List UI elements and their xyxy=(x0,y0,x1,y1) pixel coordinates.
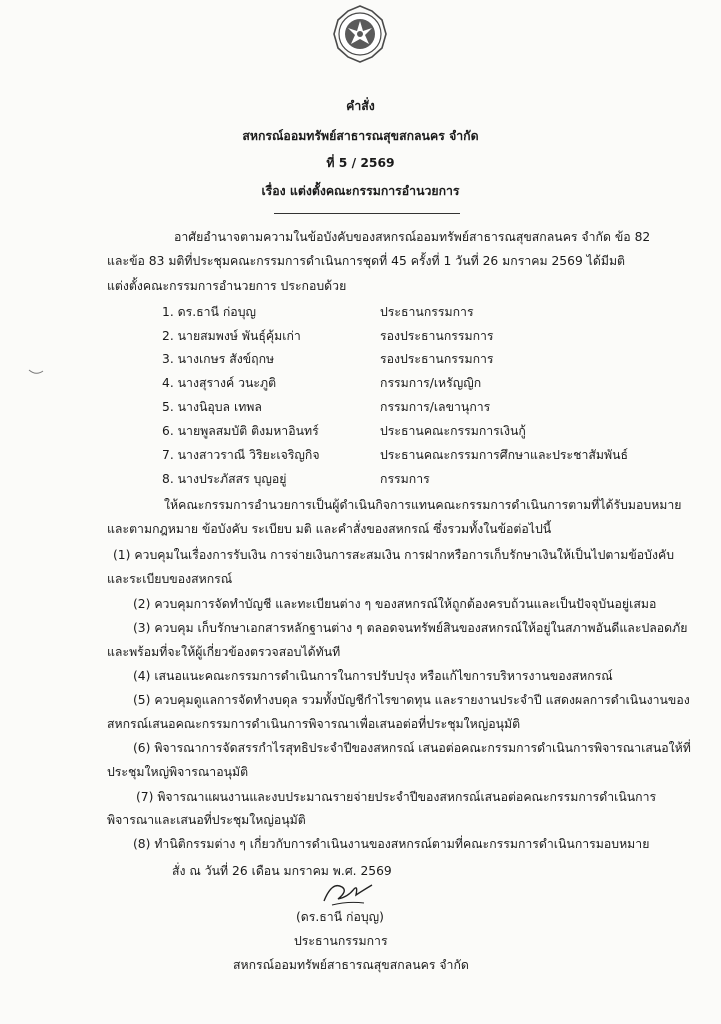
duty-line: พิจารณาและเสนอที่ประชุมใหญ่อนุมัติ xyxy=(107,813,306,827)
divider xyxy=(274,213,460,214)
signer-organization: สหกรณ์ออมทรัพย์สาธารณสุขสกลนคร จำกัด xyxy=(233,958,469,972)
signer-title: ประธานกรรมการ xyxy=(294,934,388,948)
duty-line: (4) เสนอแนะคณะกรรมการดำเนินการในการปรับปรุง หรือแก้ไขการบริหารงานของสหกรณ์ xyxy=(133,669,613,683)
duty-line: (5) ควบคุมดูแลการจัดทำงบดุล รวมทั้งบัญชีกำไรขาดทุน และรายงานประจำปี แสดงผลการดำเนินงานของ xyxy=(133,693,690,707)
cooperative-logo xyxy=(332,4,388,64)
duty-line: สหกรณ์เสนอคณะกรรมการดำเนินการพิจารณาเพื่อเสนอต่อที่ประชุมใหญ่อนุมัติ xyxy=(107,717,521,731)
intro-line-3: แต่งตั้งคณะกรรมการอำนวยการ ประกอบด้วย xyxy=(107,279,347,293)
duty-line: และพร้อมที่จะให้ผู้เกี่ยวข้องตรวจสอบได้ทันที xyxy=(107,645,341,659)
member-name: 6. นายพูลสมบัติ ติงมหาอินทร์ xyxy=(162,424,319,438)
order-label: คำสั่ง xyxy=(346,99,375,113)
intro-line-2: และข้อ 83 มติที่ประชุมคณะกรรมการดำเนินการชุดที่ 45 ครั้งที่ 1 วันที่ 26 มกราคม 2569 ได้มีมติ xyxy=(107,254,626,268)
signer-name: (ดร.ธานี ก่อบุญ) xyxy=(296,910,384,924)
order-subject: เรื่อง แต่งตั้งคณะกรรมการอำนวยการ xyxy=(261,184,460,198)
member-name: 8. นางประภัสสร บุญอยู่ xyxy=(162,472,287,486)
member-name: 2. นายสมพงษ์ พันธุ์คุ้มเก่า xyxy=(162,329,301,343)
duty-line: (2) ควบคุมการจัดทำบัญชี และทะเบียนต่าง ๆ ของสหกรณ์ให้ถูกต้องครบถ้วนและเป็นปัจจุบันอยู่เสมอ xyxy=(133,597,657,611)
duty-line: (3) ควบคุม เก็บรักษาเอกสารหลักฐานต่าง ๆ ตลอดจนทรัพย์สินของสหกรณ์ให้อยู่ในสภาพอันดีและปลอดภัย xyxy=(133,621,688,635)
member-role: ประธานคณะกรรมการเงินกู้ xyxy=(380,424,526,438)
member-name: 3. นางเกษร สังข์ฤกษ xyxy=(162,352,275,366)
member-role: กรรมการ/เหรัญญิก xyxy=(380,376,482,390)
duty-line: และระเบียบของสหกรณ์ xyxy=(107,572,233,586)
duty-line: (7) พิจารณาแผนงานและงบประมาณรายจ่ายประจำปีของสหกรณ์เสนอต่อคณะกรรมการดำเนินการ xyxy=(136,790,657,804)
member-name: 7. นางสาวราณี วิริยะเจริญกิจ xyxy=(162,448,320,462)
order-date: สั่ง ณ วันที่ 26 เดือน มกราคม พ.ศ. 2569 xyxy=(172,864,392,878)
signature xyxy=(318,877,378,909)
member-role: รองประธานกรรมการ xyxy=(380,352,494,366)
intro-line-1: อาศัยอำนาจตามความในข้อบังคับของสหกรณ์ออมทรัพย์สาธารณสุขสกลนคร จำกัด ข้อ 82 xyxy=(174,230,651,244)
member-role: ประธานกรรมการ xyxy=(380,305,474,319)
member-role: รองประธานกรรมการ xyxy=(380,329,494,343)
member-name: 1. ดร.ธานี ก่อบุญ xyxy=(162,305,256,319)
member-name: 4. นางสุรางค์ วนะภูติ xyxy=(162,376,277,390)
member-name: 5. นางนิอุบล เทพล xyxy=(162,400,262,414)
duty-line: (6) พิจารณาการจัดสรรกำไรสุทธิประจำปีของสหกรณ์ เสนอต่อคณะกรรมการดำเนินการพิจารณาเสนอให้ที่ xyxy=(133,741,691,755)
duty-line: ประชุมใหญ่พิจารณาอนุมัติ xyxy=(107,765,249,779)
member-role: กรรมการ/เลขานุการ xyxy=(380,400,491,414)
duty-line: (8) ทำนิติกรรมต่าง ๆ เกี่ยวกับการดำเนินงานของสหกรณ์ตามที่คณะกรรมการดำเนินการมอบหมาย xyxy=(133,837,650,851)
duties-intro-line-2: และตามกฎหมาย ข้อบังคับ ระเบียบ มติ และคำสั่งของสหกรณ์ ซึ่งรวมทั้งในข้อต่อไปนี้ xyxy=(107,522,552,536)
member-role: ประธานคณะกรรมการศึกษาและประชาสัมพันธ์ xyxy=(380,448,629,462)
scan-mark xyxy=(28,368,44,376)
organization-title: สหกรณ์ออมทรัพย์สาธารณสุขสกลนคร จำกัด xyxy=(242,129,479,143)
order-number: ที่ 5 / 2569 xyxy=(326,156,395,170)
duty-line: (1) ควบคุมในเรื่องการรับเงิน การจ่ายเงินการสะสมเงิน การฝากหรือการเก็บรักษาเงินให้เป็นไปตามข้อบังคับ xyxy=(113,548,675,562)
member-role: กรรมการ xyxy=(380,472,430,486)
duties-intro-line-1: ให้คณะกรรมการอำนวยการเป็นผู้ดำเนินกิจการแทนคณะกรรมการดำเนินการตามที่ได้รับมอบหมาย xyxy=(164,498,682,512)
